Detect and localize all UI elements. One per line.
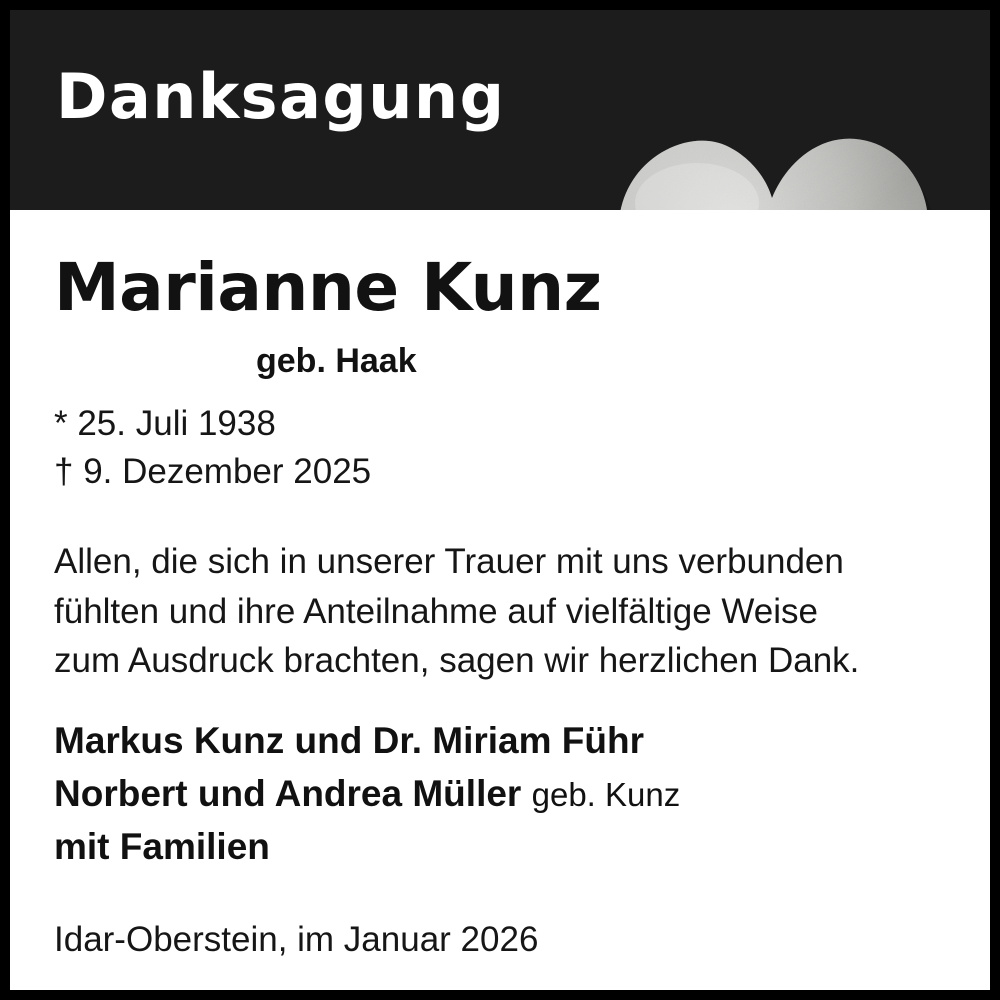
message-line-2: fühlten und ihre Anteilnahme auf vielfältige Weise xyxy=(54,591,819,631)
signer-line-2-names: Norbert und Andrea Müller xyxy=(54,772,522,814)
thank-you-message xyxy=(54,537,954,686)
message-line-3: zum Ausdruck brachten, sagen wir herzlichen Dank. xyxy=(54,641,860,681)
birth-date: * 25. Juli 1938 xyxy=(54,404,276,443)
deceased-name: Marianne Kunz xyxy=(54,249,602,326)
signer-line-3: mit Familien xyxy=(54,825,270,867)
obituary-card xyxy=(10,10,990,990)
page-title: Danksagung xyxy=(56,60,506,133)
life-dates xyxy=(54,400,371,497)
signers-block xyxy=(54,715,954,874)
deceased-maiden-name: geb. Haak xyxy=(256,342,417,380)
card-body xyxy=(10,210,990,990)
signer-line-2 xyxy=(54,768,954,821)
death-date: † 9. Dezember 2025 xyxy=(54,452,372,492)
signer-line-1: Markus Kunz und Dr. Miriam Führ xyxy=(54,720,644,761)
signer-line-2-maiden: geb. Kunz xyxy=(531,775,681,813)
message-line-1: Allen, die sich in unserer Trauer mit uns verbunden xyxy=(54,542,844,581)
place-and-date: Idar-Oberstein, im Januar 2026 xyxy=(54,920,539,959)
